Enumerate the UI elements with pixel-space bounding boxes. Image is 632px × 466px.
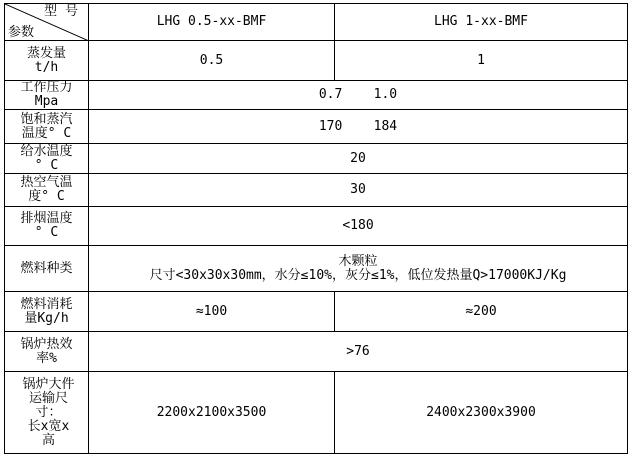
header-corner-cell xyxy=(5,4,89,41)
table-row xyxy=(5,81,628,110)
table-row xyxy=(5,332,628,372)
row-label xyxy=(5,292,89,332)
fuel-type-line1: 木颗粒 xyxy=(338,253,378,269)
fuel-type-line2: 尺寸<30x30x30mm，水分≤10%，灰分≤1%，低位发热量Q>17000KJ/Kg xyxy=(149,267,567,283)
table-row xyxy=(5,110,628,144)
table-row xyxy=(5,292,628,332)
label-line: ° C xyxy=(34,157,59,173)
label-line: 饱和蒸汽 xyxy=(20,111,73,127)
clipped-text-bottom xyxy=(0,460,632,466)
label-line: 温度° C xyxy=(21,125,72,141)
label-line: ° C xyxy=(34,225,59,240)
table-row xyxy=(5,174,628,207)
row-label xyxy=(5,332,89,372)
label-line: t/h xyxy=(34,59,59,75)
label-line: 工作压力 xyxy=(20,80,73,95)
feedwater-temp-value: 20 xyxy=(89,144,628,174)
evaporation-a: 0.5 xyxy=(89,41,335,81)
fuel-consumption-a: ≈100 xyxy=(89,292,335,332)
fuel-consumption-b: ≈200 xyxy=(335,292,628,332)
evaporation-b: 1 xyxy=(335,41,628,81)
model-b-header: LHG 1-xx-BMF xyxy=(335,4,628,41)
pressure-value: 0.7 1.0 xyxy=(89,81,628,110)
label-line: 蒸发量 xyxy=(26,45,66,61)
label-line: 长x宽x xyxy=(27,418,70,434)
label-line: Mpa xyxy=(34,94,59,109)
label-line: 燃料消耗 xyxy=(20,296,73,312)
label-line: 锅炉大件 xyxy=(22,376,75,392)
label-line: 高 xyxy=(41,432,55,448)
label-line: 排烟温度 xyxy=(20,211,73,226)
label-line: 率% xyxy=(36,350,57,366)
row-label xyxy=(5,174,89,207)
table-row xyxy=(5,246,628,292)
label-line: 给水温度 xyxy=(20,143,73,159)
table-row xyxy=(5,41,628,81)
table-row xyxy=(5,372,628,454)
row-label xyxy=(5,246,89,292)
row-label xyxy=(5,144,89,174)
label-line: 量Kg/h xyxy=(24,310,69,326)
row-label xyxy=(5,81,89,110)
hot-air-temp-value: 30 xyxy=(89,174,628,207)
corner-type-label: 型 号 xyxy=(44,4,78,19)
model-a-header: LHG 0.5-xx-BMF xyxy=(89,4,335,41)
label-line: 热空气温 xyxy=(20,175,73,190)
transport-size-a: 2200x2100x3500 xyxy=(89,372,335,454)
table-header-row xyxy=(5,4,628,41)
table-row xyxy=(5,207,628,246)
corner-param-label: 参数 xyxy=(8,25,35,40)
row-label xyxy=(5,207,89,246)
row-label xyxy=(5,41,89,81)
flue-gas-temp-value: <180 xyxy=(89,207,628,246)
boiler-spec-table xyxy=(4,3,628,454)
row-label xyxy=(5,372,89,454)
label-line: 锅炉热效 xyxy=(20,336,73,352)
row-label xyxy=(5,110,89,144)
table-row xyxy=(5,144,628,174)
efficiency-value: >76 xyxy=(89,332,628,372)
label-line: 燃料种类 xyxy=(20,260,73,276)
fuel-type-value xyxy=(89,246,628,292)
label-line: 运输尺 xyxy=(28,390,68,406)
transport-size-b: 2400x2300x3900 xyxy=(335,372,628,454)
label-line: 寸： xyxy=(35,404,62,420)
label-line: 度° C xyxy=(28,189,65,204)
steam-temp-value: 170 184 xyxy=(89,110,628,144)
